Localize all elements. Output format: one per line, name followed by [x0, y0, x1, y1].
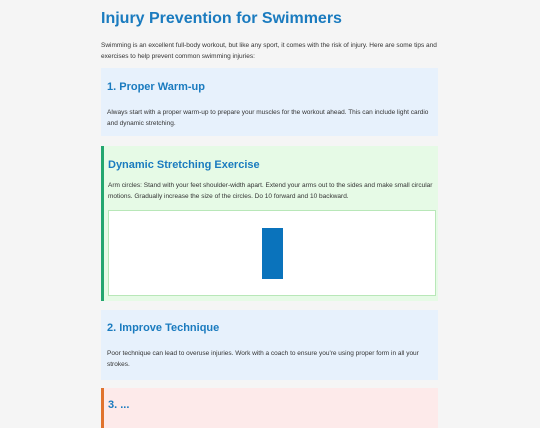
section-heading: 1. Proper Warm-up	[107, 81, 205, 93]
section-heading: 2. Improve Technique	[107, 322, 220, 334]
demo-arm-bar	[262, 228, 283, 279]
section-next-partial	[101, 388, 438, 428]
section-heading: 3. ...	[108, 399, 130, 411]
intro-paragraph: Swimming is an excellent full-body workout, but like any sport, it comes with the risk of injury. Here are some tips and exercises to help prevent common swimming injuries:	[101, 42, 437, 60]
section-technique	[101, 310, 438, 380]
section-body: Poor technique can lead to overuse injuries. Work with a coach to ensure you're using proper form in all your strokes.	[107, 350, 419, 368]
section-body: Always start with a proper warm-up to prepare your muscles for the workout ahead. This can include light cardio and dynamic stretching.	[107, 109, 429, 127]
section-dynamic-stretching	[101, 146, 438, 301]
exercise-heading: Dynamic Stretching Exercise	[108, 159, 260, 171]
exercise-body: Arm circles: Stand with your feet shoulder-width apart. Extend your arms out to the sides and make small circular motions. Gradually increase the size of the circles. Do 10 forward and 10 backward.	[108, 182, 433, 200]
page-title: Injury Prevention for Swimmers	[101, 10, 342, 27]
section-warm-up	[101, 68, 438, 136]
exercise-demo-animation	[108, 210, 436, 296]
